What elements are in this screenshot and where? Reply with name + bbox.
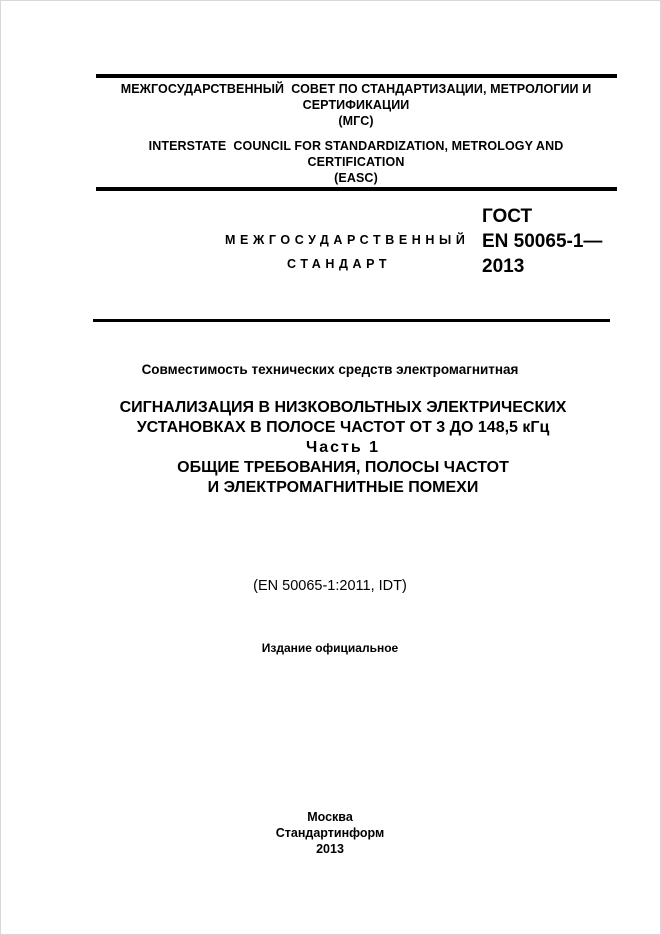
standard-label-line1: МЕЖГОСУДАРСТВЕННЫЙ [225, 233, 470, 247]
top-rule [96, 74, 617, 78]
standard-bottom-rule [93, 319, 610, 322]
footer-city: Москва [307, 810, 353, 824]
council-en-line1: INTERSTATE COUNCIL FOR STANDARDIZATION, METROLOGY AND [148, 139, 564, 153]
title-line1: СИГНАЛИЗАЦИЯ В НИЗКОВОЛЬТНЫХ ЭЛЕКТРИЧЕСКИХ [119, 399, 567, 416]
council-ru-line2: СЕРТИФИКАЦИИ [302, 98, 410, 112]
council-ru-line1: МЕЖГОСУДАРСТВЕННЫЙ СОВЕТ ПО СТАНДАРТИЗАЦИИ, МЕТРОЛОГИИ И [120, 82, 592, 96]
publisher-footer [60, 809, 600, 857]
footer-year: 2013 [316, 842, 344, 856]
title-line2: УСТАНОВКАХ В ПОЛОСЕ ЧАСТОТ ОТ 3 ДО 148,5 кГц [136, 419, 550, 436]
council-header-en [96, 138, 616, 186]
header-bottom-rule [96, 187, 617, 191]
gost-line2: EN 50065-1— [482, 231, 603, 252]
council-en-line2: CERTIFICATION [307, 155, 405, 169]
standard-label-line2: СТАНДАРТ [287, 257, 392, 271]
title-line4: И ЭЛЕКТРОМАГНИТНЫЕ ПОМЕХИ [207, 479, 479, 496]
council-ru-abbr: (МГС) [338, 114, 374, 128]
title-line3: ОБЩИЕ ТРЕБОВАНИЯ, ПОЛОСЫ ЧАСТОТ [177, 459, 509, 476]
gost-line3: 2013 [482, 256, 525, 277]
gost-line1: ГОСТ [482, 206, 533, 227]
title-part: Часть 1 [305, 439, 381, 456]
gost-number [482, 204, 602, 279]
council-header-ru [96, 81, 616, 129]
en-reference: (EN 50065-1:2011, IDT) [253, 578, 407, 594]
footer-publisher: Стандартинформ [275, 826, 385, 840]
council-en-abbr: (EASC) [334, 171, 378, 185]
official-edition: Издание официальное [261, 641, 399, 655]
document-title [40, 398, 646, 498]
document-subtitle: Совместимость технических средств электромагнитная [141, 362, 519, 377]
